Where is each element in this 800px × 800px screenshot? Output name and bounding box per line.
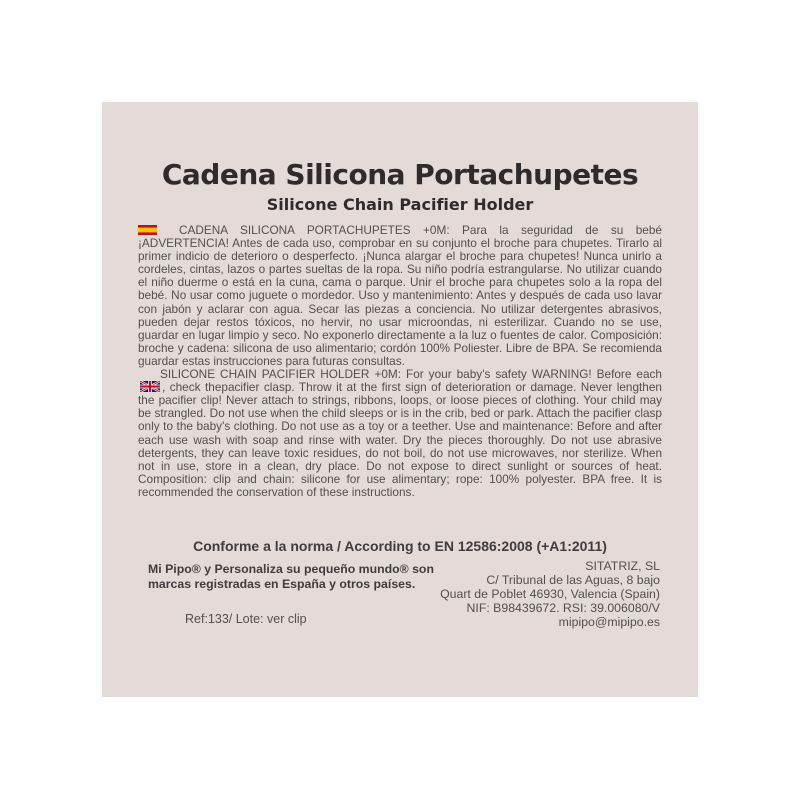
trademark-line-2: marcas registradas en España y otros países. xyxy=(148,576,416,591)
company-tax-line: NIF: B98439672. RSI: 39.006080/V xyxy=(466,601,660,615)
warning-paragraph-english xyxy=(138,368,662,499)
product-subtitle: Silicone Chain Pacifier Holder xyxy=(266,195,534,214)
label-card xyxy=(102,102,698,697)
warning-text-english-start: SILICONE CHAIN PACIFIER HOLDER +0M: For your baby's safety WARNING! Before each xyxy=(160,367,662,382)
uk-flag-icon xyxy=(140,381,160,392)
company-address-line-1: C/ Tribunal de las Aguas, 8 bajo xyxy=(486,573,660,587)
company-name: SITATRIZ, SL xyxy=(585,559,660,573)
spain-flag-icon xyxy=(138,225,157,235)
standard-compliance-line: Conforme a la norma / According to EN 12586:2008 (+A1:2011) xyxy=(193,538,607,554)
product-title: Cadena Silicona Portachupetes xyxy=(161,158,639,191)
company-info xyxy=(440,559,660,629)
trademark-line-1: Mi Pipo® y Personaliza su pequeño mundo® son xyxy=(148,562,434,576)
ref-lot-line: Ref:133/ Lote: ver clip xyxy=(185,612,307,626)
warning-paragraph-spanish xyxy=(138,224,662,368)
warning-text-spanish: CADENA SILICONA PORTACHUPETES +0M: Para la seguridad de su bebé ¡ADVERTENCIA! Antes de cada uso, comprobar en su conjunto el broche para chupetes. Tirarlo al primer indicio de deterioro o desperfecto. ¡Nunca alargar el broche para chupetes! Nunca unirlo a cordeles, cintas, lazos o partes sueltas de la ropa. Su niño podría estrangularse. No utilizar cuando el niño duerme o está en la cuna, cama o parque. Unir el broche para chupetes solo a la ropa del bebé. No usar como juguete o mordedor. Uso y mantenimiento: Antes y después de cada uso lavar con jabón y aclarar con agua. Secar las piezas a conciencia. No utilizar detergentes abrasivos, pueden dejar restos tóxicos, no hervir, no usar microondas, ni esterilizar. Cuando no se use, guardar en lugar limpio y seco. No exponerlo directamente a la luz o fuentes de calor. Composición: broche y cadena: silicona de uso alimentario; cordón 100% Poliester. Libre de BPA. Se recomienda guardar estas instrucciones para futuras consultas. xyxy=(138,223,662,368)
warning-text-block xyxy=(138,224,662,499)
warning-text-english-end: , check thepacifier clasp. Throw it at the first sign of deterioration or damage. Never lengthen the pacifier clip! Never attach to strings, ribbons, loops, or loose pieces of clothing. Your child may be strangled. Do not use when the child sleeps or is in the crib, bed or park. Attach the pacifier clasp only to the baby's clothing. Do not use as a toy or a teether. Use and maintenance: Before and after each use wash with soap and rinse with water. Dry the pieces thoroughly. Do not use abrasive detergents, they can leave toxic residues, do not boil, do not use microwaves, nor sterilize. When not in use, store in a clean, dry place. Do not expose to direct sunlight or sources of heat. Composition: clip and chain: silicone for use alimentary; rope: 100% polyester. BPA free. It is recommended the conservation of these instructions. xyxy=(138,380,662,499)
trademark-notice xyxy=(148,562,434,591)
company-email: mipipo@mipipo.es xyxy=(558,615,660,629)
company-address-line-2: Quart de Poblet 46930, Valencia (Spain) xyxy=(440,587,660,601)
